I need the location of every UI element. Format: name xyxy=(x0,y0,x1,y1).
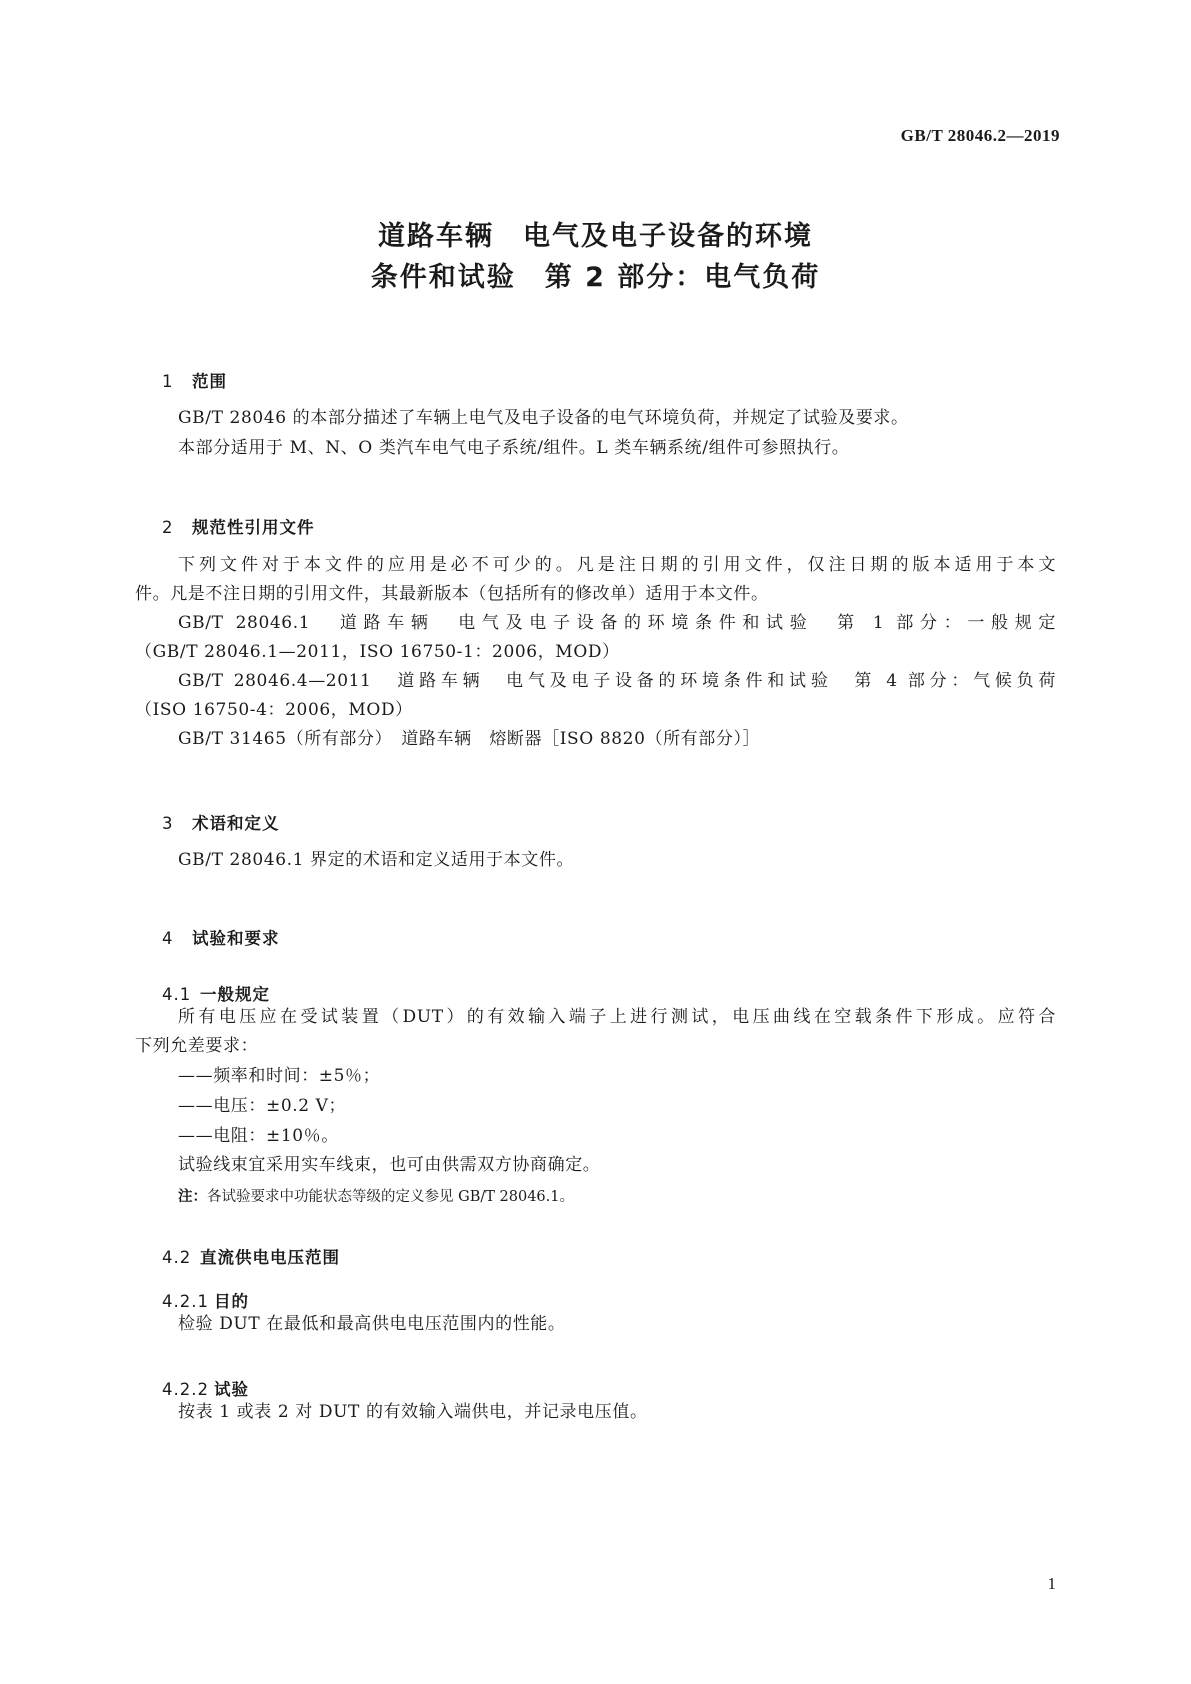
section-title: 规范性引用文件 xyxy=(191,518,315,537)
reference-2-line-1: GB/T 28046.4—2011 道路车辆 电气及电子设备的环境条件和试验 第 4 部分：气候负荷 xyxy=(178,671,1056,691)
note xyxy=(178,1185,574,1206)
document-title-line-1: 道路车辆 电气及电子设备的环境 xyxy=(378,221,813,252)
note-text: 各试验要求中功能状态等级的定义参见 GB/T 28046.1。 xyxy=(207,1189,574,1205)
section-title: 试验 xyxy=(213,1380,249,1399)
section-number: 1 xyxy=(161,372,174,391)
note-label: 注： xyxy=(178,1189,207,1205)
terms-paragraph: GB/T 28046.1 界定的术语和定义适用于本文件。 xyxy=(178,850,575,870)
section-number: 4.2.1 xyxy=(161,1292,209,1311)
references-intro-line-1: 下列文件对于本文件的应用是必不可少的。凡是注日期的引用文件，仅注日期的版本适用于本文 xyxy=(178,555,1056,575)
section-number: 3 xyxy=(161,814,174,833)
section-title: 试验和要求 xyxy=(191,929,280,948)
standard-code: GB/T 28046.2—2019 xyxy=(900,126,1060,145)
section-title: 术语和定义 xyxy=(191,814,280,833)
reference-1-line-2: （GB/T 28046.1—2011，ISO 16750-1：2006，MOD） xyxy=(135,642,620,662)
harness-paragraph: 试验线束宜采用实车线束，也可由供需双方协商确定。 xyxy=(178,1155,601,1175)
tolerance-item-frequency: ——频率和时间：±5％； xyxy=(178,1066,381,1086)
scope-paragraph-2: 本部分适用于 M、N、O 类汽车电气电子系统/组件。L 类车辆系统/组件可参照执行。 xyxy=(178,438,850,458)
section-number: 4.1 xyxy=(161,985,192,1004)
purpose-paragraph: 检验 DUT 在最低和最高供电电压范围内的性能。 xyxy=(178,1314,566,1334)
section-1-heading xyxy=(135,349,227,411)
section-title: 直流供电电压范围 xyxy=(199,1248,340,1267)
section-3-heading xyxy=(135,791,279,853)
scope-paragraph-1: GB/T 28046 的本部分描述了车辆上电气及电子设备的电气环境负荷，并规定了试验及要求。 xyxy=(178,408,909,428)
tolerance-item-voltage: ——电压：±0.2 V； xyxy=(178,1096,347,1116)
section-title: 一般规定 xyxy=(199,985,270,1004)
document-title-line-2: 条件和试验 第 2 部分：电气负荷 xyxy=(370,262,821,293)
page-number: 1 xyxy=(1047,1574,1056,1593)
reference-1-line-1: GB/T 28046.1 道路车辆 电气及电子设备的环境条件和试验 第 1 部分：一般规定 xyxy=(178,613,1056,633)
references-intro-line-2: 件。凡是不注日期的引用文件，其最新版本（包括所有的修改单）适用于本文件。 xyxy=(135,584,769,604)
reference-2-line-2: （ISO 16750-4：2006，MOD） xyxy=(135,700,413,720)
test-paragraph: 按表 1 或表 2 对 DUT 的有效输入端供电，并记录电压值。 xyxy=(178,1402,648,1422)
section-number: 4 xyxy=(161,929,174,948)
tolerance-item-resistance: ——电阻：±10％。 xyxy=(178,1126,339,1146)
general-paragraph-line-2: 下列允差要求： xyxy=(135,1036,259,1056)
section-4-heading xyxy=(135,906,279,968)
section-number: 2 xyxy=(161,518,174,537)
section-number: 4.2 xyxy=(161,1248,192,1267)
section-title: 目的 xyxy=(213,1292,249,1311)
section-2-heading xyxy=(135,495,314,557)
general-paragraph-line-1: 所有电压应在受试装置（DUT）的有效输入端子上进行测试，电压曲线在空载条件下形成。应符合 xyxy=(178,1007,1056,1027)
reference-3: GB/T 31465（所有部分） 道路车辆 熔断器［ISO 8820（所有部分）］ xyxy=(178,729,761,749)
section-title: 范围 xyxy=(191,372,227,391)
section-number: 4.2.2 xyxy=(161,1380,209,1399)
